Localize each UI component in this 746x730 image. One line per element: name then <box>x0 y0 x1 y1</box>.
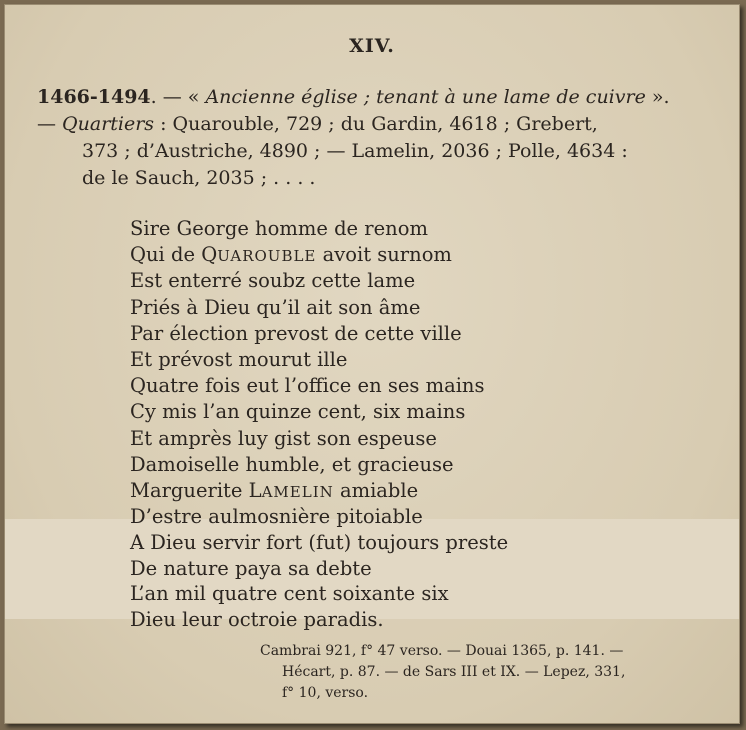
poem-line: Priés à Dieu qu’il ait son âme <box>130 295 421 319</box>
poem-line: Et amprès luy gist son espeuse <box>130 426 437 450</box>
poem-line: Par élection prevost de cette ville <box>130 321 462 345</box>
section-heading: XIV. <box>349 35 395 57</box>
entry-date: 1466-1494 <box>37 86 151 108</box>
reference-line: Hécart, p. 87. — de Sars III et IX. — Lepez, 331, <box>282 664 626 680</box>
entry-title: Ancienne église ; tenant à une lame de cuivre <box>205 86 646 108</box>
poem-line: Cy mis l’an quinze cent, six mains <box>130 400 466 424</box>
poem-line: Dieu leur octroie paradis. <box>130 607 384 631</box>
entry-line-1 <box>37 84 727 111</box>
entry-line-3: 373 ; d’Austriche, 4890 ; — Lamelin, 2036 ; Polle, 4634 : <box>82 140 628 162</box>
poem-name-initial: Q <box>201 243 218 267</box>
entry-dash: . — « <box>150 86 206 108</box>
entry-line-2 <box>37 111 727 138</box>
poem-line: D’estre aulmosnière pitoiable <box>130 505 423 529</box>
poem-line: A Dieu servir fort (fut) toujours preste <box>130 531 509 555</box>
quartiers-label: Quartiers <box>62 113 155 135</box>
poem-line: Damoiselle humble, et gracieuse <box>130 452 454 476</box>
reference-line: Cambrai 921, f° 47 verso. — Douai 1365, p. 141. — <box>260 643 624 659</box>
poem-line: Quatre fois eut l’office en ses mains <box>130 374 485 398</box>
poem-text: Qui de <box>130 243 202 267</box>
poem-text: amiable <box>333 478 419 502</box>
poem-line: Et prévost mourut ille <box>130 347 348 371</box>
poem-line <box>130 242 508 268</box>
poem-line: De nature paya sa debte <box>130 556 372 580</box>
entry-title-close: ». <box>645 86 670 108</box>
source-references <box>260 641 625 704</box>
entry-line-2-rest: : Quarouble, 729 ; du Gardin, 4618 ; Grebert, <box>154 113 598 135</box>
poem-name-initial: L <box>248 478 262 502</box>
epitaph-poem <box>130 216 508 632</box>
poem-line: Sire George homme de renom <box>130 217 428 240</box>
poem-line: Est enterré soubz cette lame <box>130 269 416 293</box>
poem-line <box>130 478 508 504</box>
poem-text: Marguerite <box>130 478 249 502</box>
reference-line: f° 10, verso. <box>282 685 369 701</box>
poem-text: avoit surnom <box>316 243 452 267</box>
entry-dash-2: — <box>37 113 63 135</box>
scanned-page <box>4 4 740 724</box>
entry-line-4: de le Sauch, 2035 ; . . . . <box>82 167 316 189</box>
entry-paragraph <box>37 84 727 192</box>
poem-name-smallcaps: UAROUBLE <box>217 247 317 266</box>
poem-name-smallcaps: AMELIN <box>261 482 334 501</box>
poem-line: L’an mil quatre cent soixante six <box>130 582 449 606</box>
